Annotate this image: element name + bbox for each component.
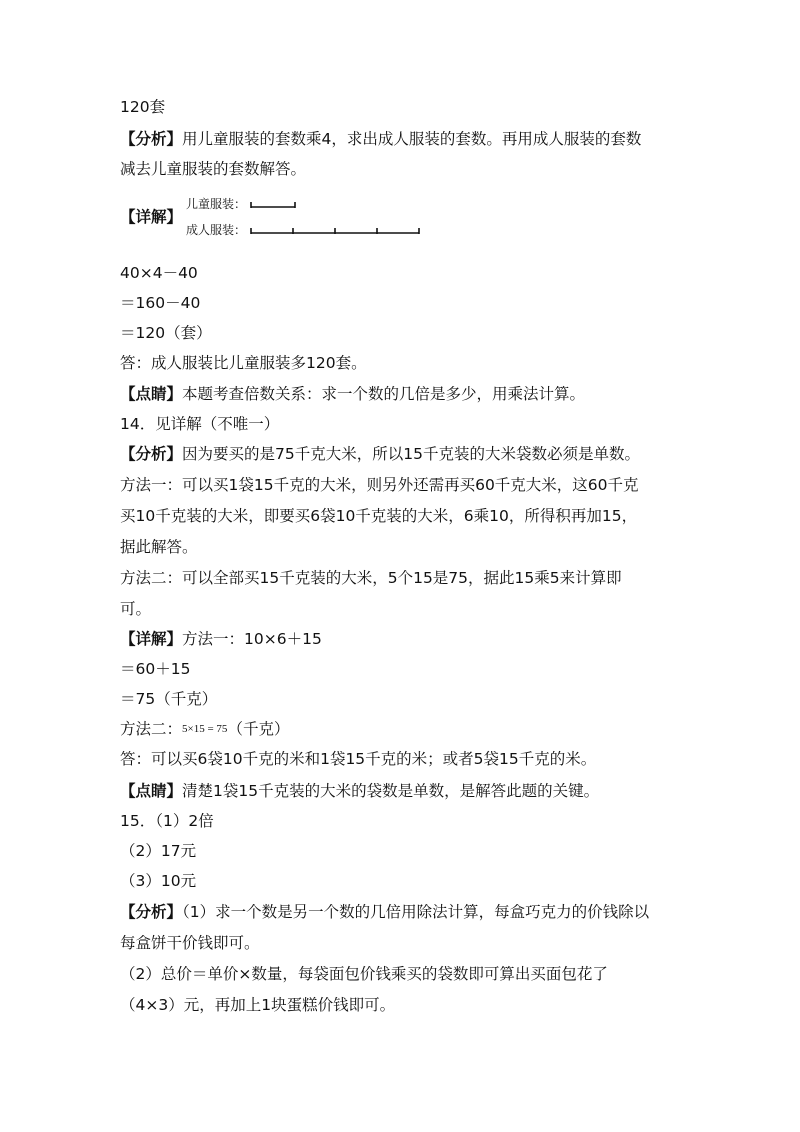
text: 答：可以买6袋10千克的米和1袋15千克的米；或者5袋15千克的米。 <box>120 750 597 768</box>
detail-14-line1 <box>120 628 322 650</box>
analysis-tag: 【分析】 <box>120 903 183 921</box>
text: 据此解答。 <box>120 538 198 556</box>
segment-bars <box>120 194 460 240</box>
text: ＝160－40 <box>120 294 201 312</box>
insight-14 <box>120 780 599 802</box>
question-14-heading <box>120 413 279 435</box>
calc-13-line1 <box>120 262 198 284</box>
text: 每盒饼干价钱即可。 <box>120 934 260 952</box>
analysis-13-line1 <box>120 128 641 150</box>
analysis-13-line2 <box>120 158 306 180</box>
text: ＝75（千克） <box>120 690 218 708</box>
method2-prefix: 方法二： <box>120 720 183 738</box>
text: 方法一：可以买1袋15千克的大米，则另外还需再买60千克大米，这60千克 <box>120 476 639 494</box>
text: ＝120（套） <box>120 324 212 342</box>
analysis-14-line3 <box>120 505 637 527</box>
reply-13 <box>120 352 367 374</box>
text: （3）10元 <box>120 872 197 890</box>
text: 14．见详解（不唯一） <box>120 415 280 433</box>
text: 买10千克装的大米，即要买6袋10千克装的大米，6乘10，所得积再加15， <box>120 507 638 525</box>
text: 方法二：可以全部买15千克装的大米，5个15是75，据此15乘5来计算即 <box>120 569 622 587</box>
analysis-text: 用儿童服装的套数乘4，求出成人服装的套数。再用成人服装的套数 <box>182 130 642 148</box>
text: 15．（1）2倍 <box>120 812 214 830</box>
analysis-14-line1 <box>120 443 640 465</box>
analysis-tag: 【分析】 <box>120 445 183 463</box>
question-15-answer2 <box>120 840 196 862</box>
analysis-tag: 【分析】 <box>120 130 183 148</box>
adult-bar <box>251 228 419 234</box>
answer-13 <box>120 96 165 118</box>
children-bar <box>251 202 295 208</box>
analysis-14-line6 <box>120 598 151 620</box>
analysis-text: 因为要买的是75千克大米，所以15千克装的大米袋数必须是单数。 <box>182 445 640 463</box>
analysis-text: （1）求一个数是另一个数的几倍用除法计算，每盒巧克力的价钱除以 <box>182 903 650 921</box>
question-15-answer1 <box>120 810 214 832</box>
calc-13-line3 <box>120 322 212 344</box>
calc-13-line2 <box>120 292 200 314</box>
text: 40×4－40 <box>120 264 198 282</box>
segment-diagram <box>120 194 460 240</box>
text: 答：成人服装比儿童服装多120套。 <box>120 354 367 372</box>
insight-13 <box>120 383 585 405</box>
adult-clothing-label: 成人服装： <box>186 223 247 237</box>
analysis-15-line1 <box>120 901 649 923</box>
insight-text: 清楚1袋15千克装的大米的袋数是单数，是解答此题的关键。 <box>182 782 600 800</box>
text: （4×3）元，再加上1块蛋糕价钱即可。 <box>120 996 396 1014</box>
insight-text: 本题考查倍数关系：求一个数的几倍是多少，用乘法计算。 <box>182 385 586 403</box>
detail-14-line3 <box>120 688 217 710</box>
analysis-15-line4 <box>120 994 395 1016</box>
detail-text: 方法一：10×6＋15 <box>182 630 322 648</box>
analysis-15-line2 <box>120 932 260 954</box>
text: 可。 <box>120 600 152 618</box>
question-15-answer3 <box>120 870 196 892</box>
detail-tag: 【详解】 <box>120 630 183 648</box>
detail-tag: 【详解】 <box>120 208 183 226</box>
analysis-14-line2 <box>120 474 639 496</box>
children-clothing-label: 儿童服装： <box>186 197 247 211</box>
text: （2）17元 <box>120 842 197 860</box>
method2-suffix: （千克） <box>227 720 290 738</box>
insight-tag: 【点睛】 <box>120 385 183 403</box>
text: ＝60＋15 <box>120 660 191 678</box>
detail-14-line2 <box>120 658 190 680</box>
text: 120套 <box>120 98 166 116</box>
reply-14 <box>120 748 596 770</box>
text: （2）总价＝单价×数量，每袋面包价钱乘买的袋数即可算出买面包花了 <box>120 965 608 983</box>
insight-tag: 【点睛】 <box>120 782 183 800</box>
analysis-15-line3 <box>120 963 608 985</box>
analysis-14-line4 <box>120 536 198 558</box>
method2-formula: 5×15 = 75 <box>182 723 228 735</box>
detail-14-method2 <box>120 718 289 740</box>
analysis-14-line5 <box>120 567 622 589</box>
text: 减去儿童服装的套数解答。 <box>120 160 307 178</box>
